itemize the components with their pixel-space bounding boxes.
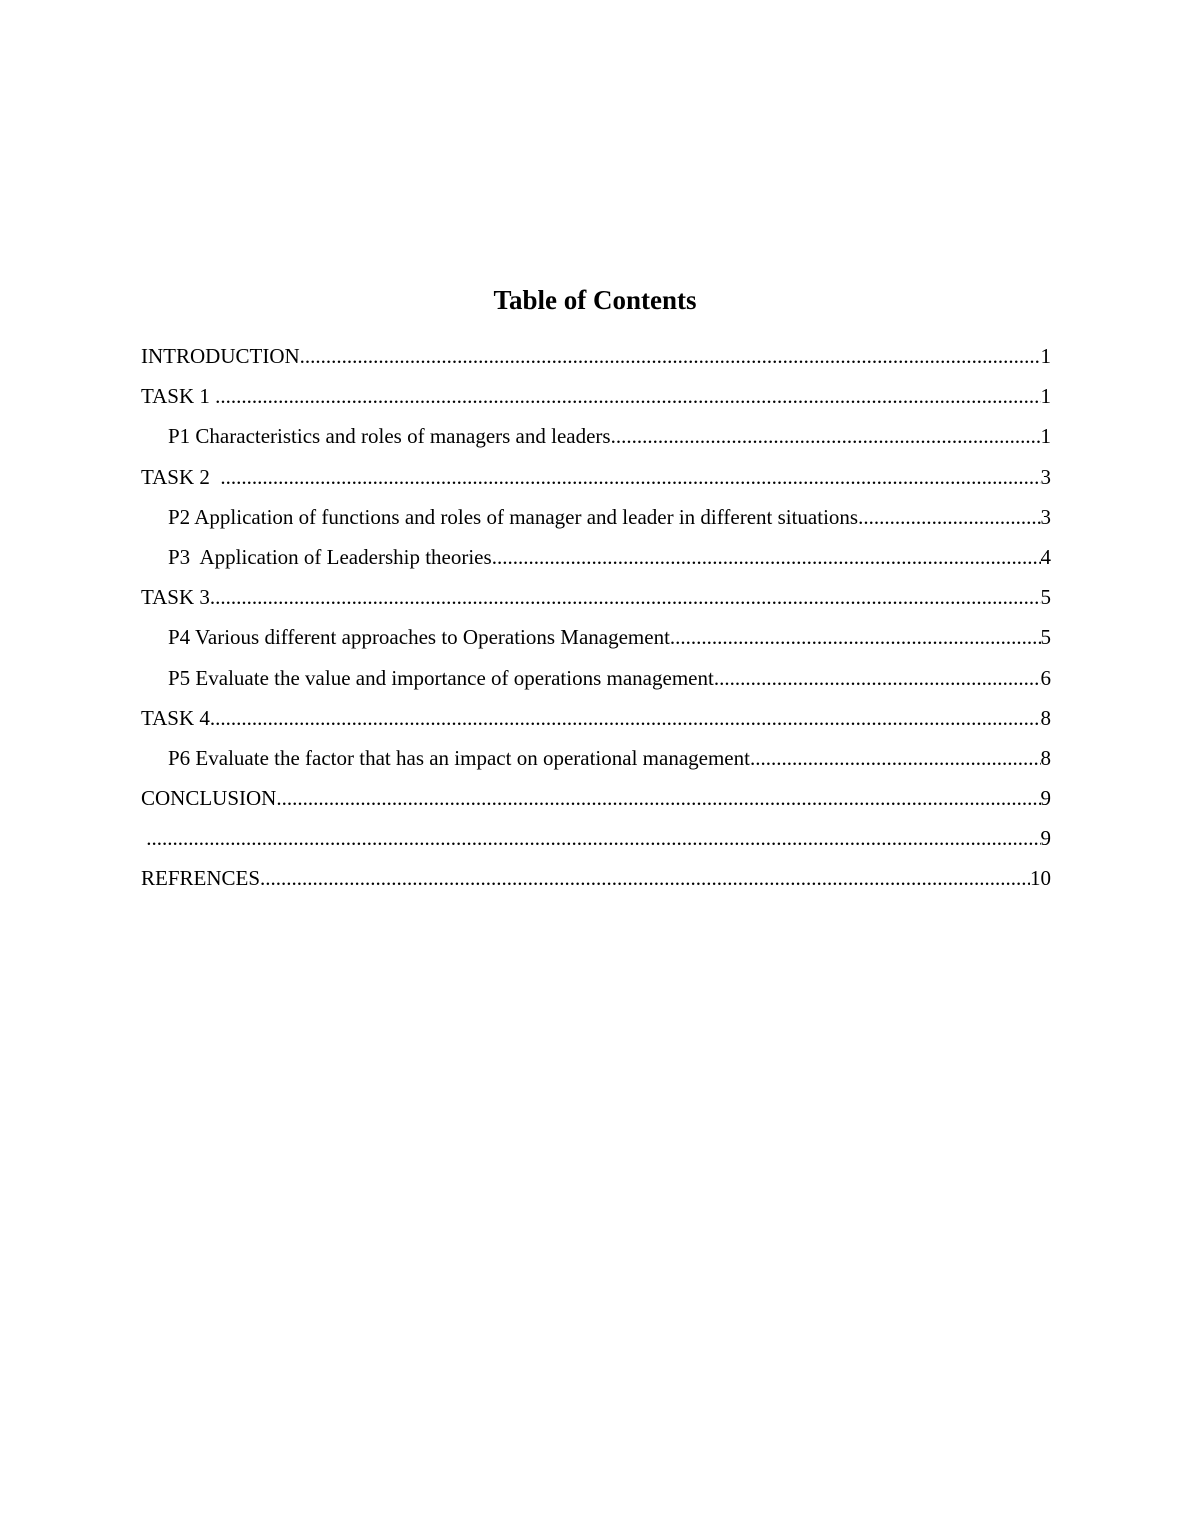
toc-entry-untitled[interactable] bbox=[141, 824, 1051, 864]
toc-entry-p3[interactable] bbox=[141, 543, 1051, 583]
dot-leader bbox=[260, 864, 1030, 892]
toc-entry-page-number: 1 bbox=[1040, 344, 1051, 368]
toc-entry-conclusion[interactable] bbox=[141, 784, 1051, 824]
dot-leader bbox=[714, 664, 1041, 692]
dot-leader bbox=[146, 824, 1040, 852]
toc-entry-page-number: 3 bbox=[1040, 504, 1051, 529]
toc-entry-p5[interactable] bbox=[141, 664, 1051, 704]
toc-entry-page-number: 8 bbox=[1040, 705, 1051, 730]
toc-entry-label: P1 Characteristics and roles of managers and leaders bbox=[168, 424, 611, 449]
toc-list bbox=[141, 342, 1051, 905]
toc-entry-task-1[interactable] bbox=[141, 382, 1051, 422]
toc-entry-page-number: 1 bbox=[1040, 424, 1051, 449]
toc-entry-label: TASK 1 bbox=[141, 384, 216, 409]
toc-entry-p1[interactable] bbox=[141, 422, 1051, 462]
toc-entry-label: REFRENCES bbox=[141, 866, 261, 891]
toc-title: Table of Contents bbox=[493, 285, 697, 315]
toc-entry-references[interactable] bbox=[141, 864, 1051, 904]
toc-entry-p4[interactable] bbox=[141, 623, 1051, 663]
toc-entry-label: P3 Application of Leadership theories bbox=[168, 544, 492, 569]
toc-entry-p6[interactable] bbox=[141, 744, 1051, 784]
toc-entry-page-number: 10 bbox=[1030, 866, 1051, 891]
toc-entry-task-4[interactable] bbox=[141, 704, 1051, 744]
toc-entry-label: P2 Application of functions and roles of manager and leader in different situations bbox=[168, 504, 859, 529]
toc-entry-page-number: 8 bbox=[1040, 745, 1051, 770]
toc-entry-page-number: 9 bbox=[1040, 786, 1051, 811]
dot-leader bbox=[858, 503, 1040, 531]
dot-leader bbox=[670, 623, 1041, 651]
toc-entry-p2[interactable] bbox=[141, 503, 1051, 543]
dot-leader bbox=[220, 463, 1040, 491]
toc-entry-page-number: 9 bbox=[1040, 826, 1051, 851]
toc-entry-page-number: 5 bbox=[1040, 625, 1051, 650]
toc-entry-page-number: 3 bbox=[1040, 464, 1051, 489]
dot-leader bbox=[210, 704, 1041, 732]
toc-entry-label: P4 Various different approaches to Operations Management bbox=[168, 625, 670, 650]
dot-leader bbox=[300, 342, 1041, 370]
toc-entry-task-2[interactable] bbox=[141, 463, 1051, 503]
toc-entry-task-3[interactable] bbox=[141, 583, 1051, 623]
toc-entry-label: P5 Evaluate the value and importance of operations management bbox=[168, 665, 714, 690]
dot-leader bbox=[210, 583, 1041, 611]
toc-entry-label: P6 Evaluate the factor that has an impact on operational management bbox=[168, 745, 750, 770]
dot-leader bbox=[276, 784, 1040, 812]
dot-leader bbox=[492, 543, 1041, 571]
toc-entry-label: TASK 4 bbox=[141, 705, 210, 730]
dot-leader bbox=[750, 744, 1041, 772]
toc-entry-label: CONCLUSION bbox=[141, 786, 277, 811]
toc-entry-introduction[interactable] bbox=[141, 342, 1051, 382]
toc-entry-page-number: 4 bbox=[1040, 544, 1051, 569]
toc-entry-label: TASK 3 bbox=[141, 585, 210, 610]
dot-leader bbox=[215, 382, 1040, 410]
toc-entry-label: INTRODUCTION bbox=[141, 344, 300, 368]
toc-entry-page-number: 6 bbox=[1040, 665, 1051, 690]
toc-entry-label: TASK 2 bbox=[141, 464, 221, 489]
dot-leader bbox=[611, 422, 1041, 450]
toc-entry-page-number: 1 bbox=[1040, 384, 1051, 409]
toc-entry-page-number: 5 bbox=[1040, 585, 1051, 610]
